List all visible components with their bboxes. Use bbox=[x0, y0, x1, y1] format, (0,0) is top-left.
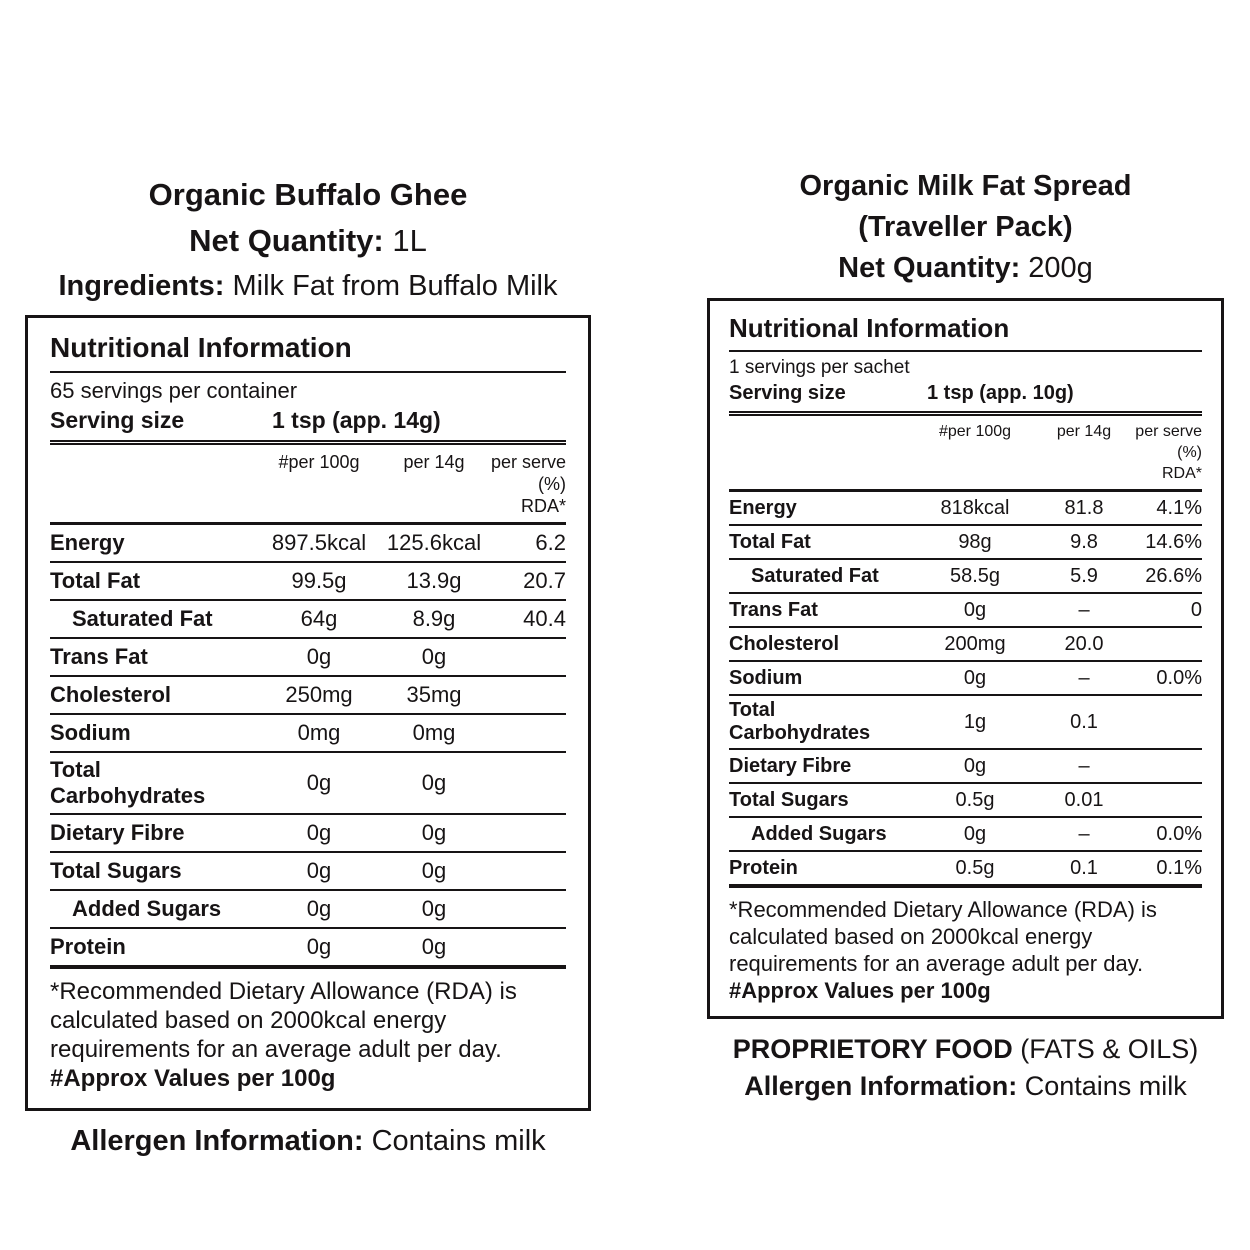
nutrient-value: 0.0% bbox=[1156, 822, 1202, 845]
servings-per-sachet: 1 servings per sachet bbox=[729, 357, 910, 378]
nutrient-value: 0g bbox=[306, 858, 332, 883]
product-title-line2: (Traveller Pack) bbox=[858, 211, 1073, 243]
allergen-line bbox=[25, 1125, 591, 1158]
nutrient-value: 0 bbox=[1190, 598, 1202, 621]
nutrient-name: Trans Fat bbox=[50, 644, 148, 669]
nutrition-facts-box bbox=[25, 315, 591, 1111]
table-row bbox=[50, 929, 566, 969]
table-row bbox=[50, 677, 566, 715]
nutrient-value: 81.8 bbox=[1064, 496, 1104, 519]
nutrient-name: Total Sugars bbox=[729, 788, 849, 811]
nutrient-name: Sodium bbox=[729, 666, 803, 689]
nutrient-value: 0g bbox=[963, 754, 987, 777]
net-quantity-label: Net Quantity: bbox=[189, 223, 384, 258]
serving-size-label: Serving size bbox=[50, 407, 185, 433]
column-header-row bbox=[50, 445, 566, 525]
table-row bbox=[729, 594, 1202, 628]
nutrition-facts-box bbox=[707, 298, 1224, 1019]
nutrient-value: 0mg bbox=[412, 720, 456, 745]
nutrient-rows bbox=[729, 492, 1202, 888]
nutrient-name: Energy bbox=[729, 496, 797, 519]
nutrient-value: – bbox=[1078, 598, 1090, 621]
nutrient-value: 9.8 bbox=[1070, 530, 1098, 553]
nutrient-value: 0.01 bbox=[1064, 788, 1104, 811]
nutrient-value: 40.4 bbox=[523, 606, 566, 631]
approx-values-note: #Approx Values per 100g bbox=[50, 1065, 336, 1092]
nutrient-value: 5.9 bbox=[1070, 564, 1098, 587]
nutrient-value: 8.9g bbox=[412, 606, 456, 631]
food-category-line bbox=[707, 1031, 1224, 1068]
nutrient-value: 99.5g bbox=[291, 568, 347, 593]
serving-size-value: 1 tsp (app. 10g) bbox=[927, 382, 1074, 404]
nutrient-value: 20.7 bbox=[523, 568, 566, 593]
allergen-label: Allergen Information: bbox=[70, 1125, 364, 1157]
nutrient-value: 26.6% bbox=[1145, 564, 1202, 587]
nutrient-name: Trans Fat bbox=[729, 598, 818, 621]
nutrient-value: 250mg bbox=[285, 682, 353, 707]
nutrient-name: Total Carbohydrates bbox=[729, 699, 871, 744]
ingredients-value: Milk Fat from Buffalo Milk bbox=[232, 270, 558, 302]
left-product-label bbox=[25, 172, 591, 1158]
right-product-label bbox=[707, 166, 1224, 1105]
nutrient-value: 818kcal bbox=[940, 496, 1010, 519]
nutrient-value: 0g bbox=[306, 896, 332, 921]
nutrition-title: Nutritional Information bbox=[729, 311, 1202, 352]
table-row bbox=[50, 525, 566, 563]
table-row bbox=[50, 815, 566, 853]
nutrient-name: Dietary Fibre bbox=[50, 820, 185, 845]
nutrient-value: 0g bbox=[421, 896, 447, 921]
nutrient-value: 200mg bbox=[944, 632, 1006, 655]
table-row bbox=[729, 696, 1202, 750]
nutrient-value: 0g bbox=[421, 820, 447, 845]
servings-per-container: 65 servings per container bbox=[50, 378, 298, 403]
table-row bbox=[729, 784, 1202, 818]
table-row bbox=[729, 492, 1202, 526]
nutrient-value: 0.0% bbox=[1156, 666, 1202, 689]
food-category-label: PROPRIETORY FOOD bbox=[732, 1034, 1013, 1064]
nutrient-value: 0g bbox=[306, 770, 332, 795]
food-category-value: (FATS & OILS) bbox=[1020, 1034, 1199, 1064]
column-header-per14g: per 14g bbox=[403, 452, 465, 472]
nutrient-value: 1g bbox=[963, 710, 987, 733]
column-header-per-serve-line2: (%) RDA* bbox=[520, 474, 566, 516]
allergen-line bbox=[707, 1068, 1224, 1105]
nutrient-name: Dietary Fibre bbox=[729, 754, 852, 777]
net-quantity-label: Net Quantity: bbox=[838, 252, 1021, 284]
column-header-per-serve-line2: (%) RDA* bbox=[1161, 444, 1202, 482]
column-header-per-serve bbox=[490, 451, 566, 517]
net-quantity-value: 200g bbox=[1028, 252, 1093, 284]
serving-size-label: Serving size bbox=[729, 382, 846, 404]
nutrient-value: 0g bbox=[306, 820, 332, 845]
nutrition-title: Nutritional Information bbox=[50, 330, 566, 373]
table-row bbox=[50, 853, 566, 891]
nutrient-name: Total Sugars bbox=[50, 858, 182, 883]
rda-footnote: *Recommended Dietary Allowance (RDA) is calculated based on 2000kcal energy requirements for an average adult per day. bbox=[50, 978, 517, 1063]
nutrient-value: 897.5kcal bbox=[271, 530, 367, 555]
nutrient-name: Protein bbox=[50, 934, 126, 959]
nutrient-value: 0g bbox=[421, 770, 447, 795]
nutrient-value: – bbox=[1078, 754, 1090, 777]
nutrient-value: 0.1% bbox=[1156, 856, 1202, 879]
nutrient-value: 35mg bbox=[406, 682, 462, 707]
net-quantity-line bbox=[25, 218, 591, 264]
nutrient-value: 0g bbox=[306, 644, 332, 669]
ingredients-label: Ingredients: bbox=[58, 270, 225, 302]
nutrient-name: Total Carbohydrates bbox=[50, 757, 206, 808]
table-row bbox=[50, 639, 566, 677]
nutrient-value: 0.5g bbox=[955, 856, 995, 879]
nutrient-value: 0g bbox=[421, 644, 447, 669]
nutrient-value: 4.1% bbox=[1156, 496, 1202, 519]
nutrient-value: – bbox=[1078, 666, 1090, 689]
nutrient-value: 98g bbox=[958, 530, 992, 553]
table-row bbox=[50, 891, 566, 929]
allergen-value: Contains milk bbox=[371, 1125, 546, 1157]
nutrient-name: Total Fat bbox=[50, 568, 141, 593]
serving-size-value: 1 tsp (app. 14g) bbox=[272, 407, 441, 433]
nutrient-value: 0g bbox=[963, 666, 987, 689]
serving-size-row bbox=[50, 405, 566, 445]
allergen-value: Contains milk bbox=[1024, 1071, 1187, 1101]
nutrient-name: Energy bbox=[50, 530, 125, 555]
nutrient-value: 58.5g bbox=[949, 564, 1001, 587]
nutrient-name: Protein bbox=[729, 856, 798, 879]
serving-size-row bbox=[729, 380, 1202, 416]
column-header-per14g: per 14g bbox=[1056, 423, 1112, 440]
table-row bbox=[729, 818, 1202, 852]
ingredients-line bbox=[25, 264, 591, 309]
column-header-per100g: #per 100g bbox=[938, 423, 1012, 440]
nutrient-value: 6.2 bbox=[535, 530, 566, 555]
nutrient-value: 64g bbox=[300, 606, 338, 631]
allergen-label: Allergen Information: bbox=[744, 1071, 1018, 1101]
column-header-per-serve-line1: per serve bbox=[490, 452, 566, 472]
column-header-per100g: #per 100g bbox=[278, 452, 360, 472]
nutrient-value: 0.1 bbox=[1070, 710, 1098, 733]
table-row bbox=[729, 526, 1202, 560]
nutrient-value: 125.6kcal bbox=[386, 530, 482, 555]
table-row bbox=[729, 852, 1202, 888]
nutrient-name: Sodium bbox=[50, 720, 131, 745]
nutrient-name: Cholesterol bbox=[729, 632, 840, 655]
column-header-per-serve-line1: per serve bbox=[1135, 423, 1202, 440]
table-row bbox=[729, 750, 1202, 784]
table-row bbox=[729, 662, 1202, 696]
column-header-per-serve bbox=[1135, 421, 1202, 484]
table-row bbox=[729, 560, 1202, 594]
table-row bbox=[50, 753, 566, 815]
net-quantity-value: 1L bbox=[392, 223, 427, 258]
table-row bbox=[50, 715, 566, 753]
nutrient-value: – bbox=[1078, 822, 1090, 845]
net-quantity-line bbox=[707, 248, 1224, 289]
nutrient-value: 0g bbox=[421, 858, 447, 883]
nutrient-value: 13.9g bbox=[406, 568, 462, 593]
nutrient-name: Total Fat bbox=[729, 530, 811, 553]
product-title: Organic Buffalo Ghee bbox=[148, 177, 468, 212]
table-row bbox=[50, 563, 566, 601]
nutrient-value: 0g bbox=[963, 822, 987, 845]
nutrient-rows bbox=[50, 525, 566, 969]
product-title-line1: Organic Milk Fat Spread bbox=[799, 170, 1132, 202]
nutrient-value: 0mg bbox=[297, 720, 341, 745]
column-header-row bbox=[729, 416, 1202, 492]
nutrient-value: 0.1 bbox=[1070, 856, 1098, 879]
rda-footnote: *Recommended Dietary Allowance (RDA) is calculated based on 2000kcal energy requirements for an average adult per day. bbox=[729, 897, 1157, 976]
table-row bbox=[729, 628, 1202, 662]
nutrient-name: Added Sugars bbox=[72, 896, 222, 921]
nutrient-value: 14.6% bbox=[1145, 530, 1202, 553]
approx-values-note: #Approx Values per 100g bbox=[729, 978, 991, 1003]
nutrient-name: Saturated Fat bbox=[72, 606, 213, 631]
nutrient-value: 0.5g bbox=[955, 788, 995, 811]
nutrient-name: Added Sugars bbox=[751, 822, 887, 845]
nutrient-value: 0g bbox=[963, 598, 987, 621]
nutrient-name: Cholesterol bbox=[50, 682, 172, 707]
table-row bbox=[50, 601, 566, 639]
nutrient-value: 0g bbox=[306, 934, 332, 959]
nutrient-name: Saturated Fat bbox=[751, 564, 879, 587]
nutrient-value: 0g bbox=[421, 934, 447, 959]
nutrient-value: 20.0 bbox=[1064, 632, 1104, 655]
